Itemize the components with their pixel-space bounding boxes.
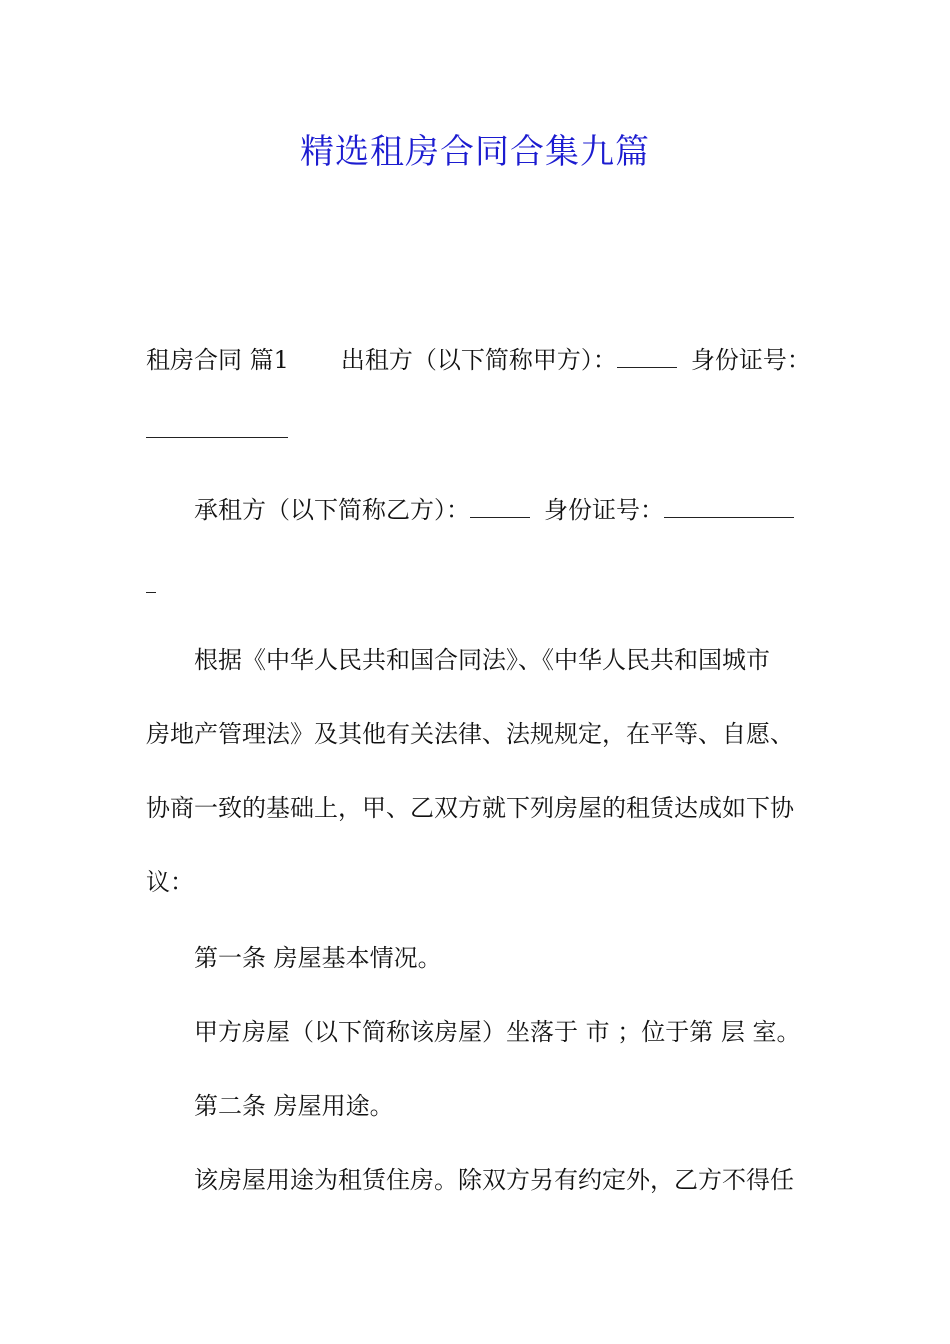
document-title: 精选租房合同合集九篇	[300, 132, 650, 172]
lessee-id-blank-continued	[146, 566, 156, 593]
lessor-label: 出租方（以下简称甲方）：	[340, 346, 617, 374]
lessee-id-blank	[664, 491, 794, 518]
paragraph-line: 议：	[146, 868, 194, 896]
lessee-label: 承租方（以下简称乙方）：	[194, 496, 470, 524]
paragraph-line: 该房屋用途为租赁住房。除双方另有约定外，乙方不得任	[194, 1166, 794, 1194]
lessor-id-label: 身份证号：	[690, 346, 811, 374]
contract-section-label: 租房合同 篇1	[146, 346, 289, 374]
article-heading: 第二条 房屋用途。	[194, 1092, 394, 1120]
paragraph-line: 甲方房屋（以下简称该房屋）坐落于 市 ；位于第 层 室。	[194, 1018, 801, 1046]
article-heading: 第一条 房屋基本情况。	[194, 944, 442, 972]
lessee-id-label: 身份证号：	[544, 496, 664, 524]
lessor-id-blank	[146, 411, 288, 438]
paragraph-line: 协商一致的基础上，甲、乙双方就下列房屋的租赁达成如下协	[146, 794, 794, 822]
lessor-name-blank	[617, 341, 677, 368]
lessee-line	[146, 490, 854, 530]
contract-heading-line	[146, 340, 811, 380]
paragraph-line: 根据《中华人民共和国合同法》、《中华人民共和国城市	[194, 646, 770, 674]
lessee-id-blank-line	[146, 565, 806, 605]
lessor-id-blank-line	[146, 410, 806, 450]
lessee-name-blank	[470, 491, 530, 518]
paragraph-line: 房地产管理法》及其他有关法律、法规规定，在平等、自愿、	[146, 720, 794, 748]
